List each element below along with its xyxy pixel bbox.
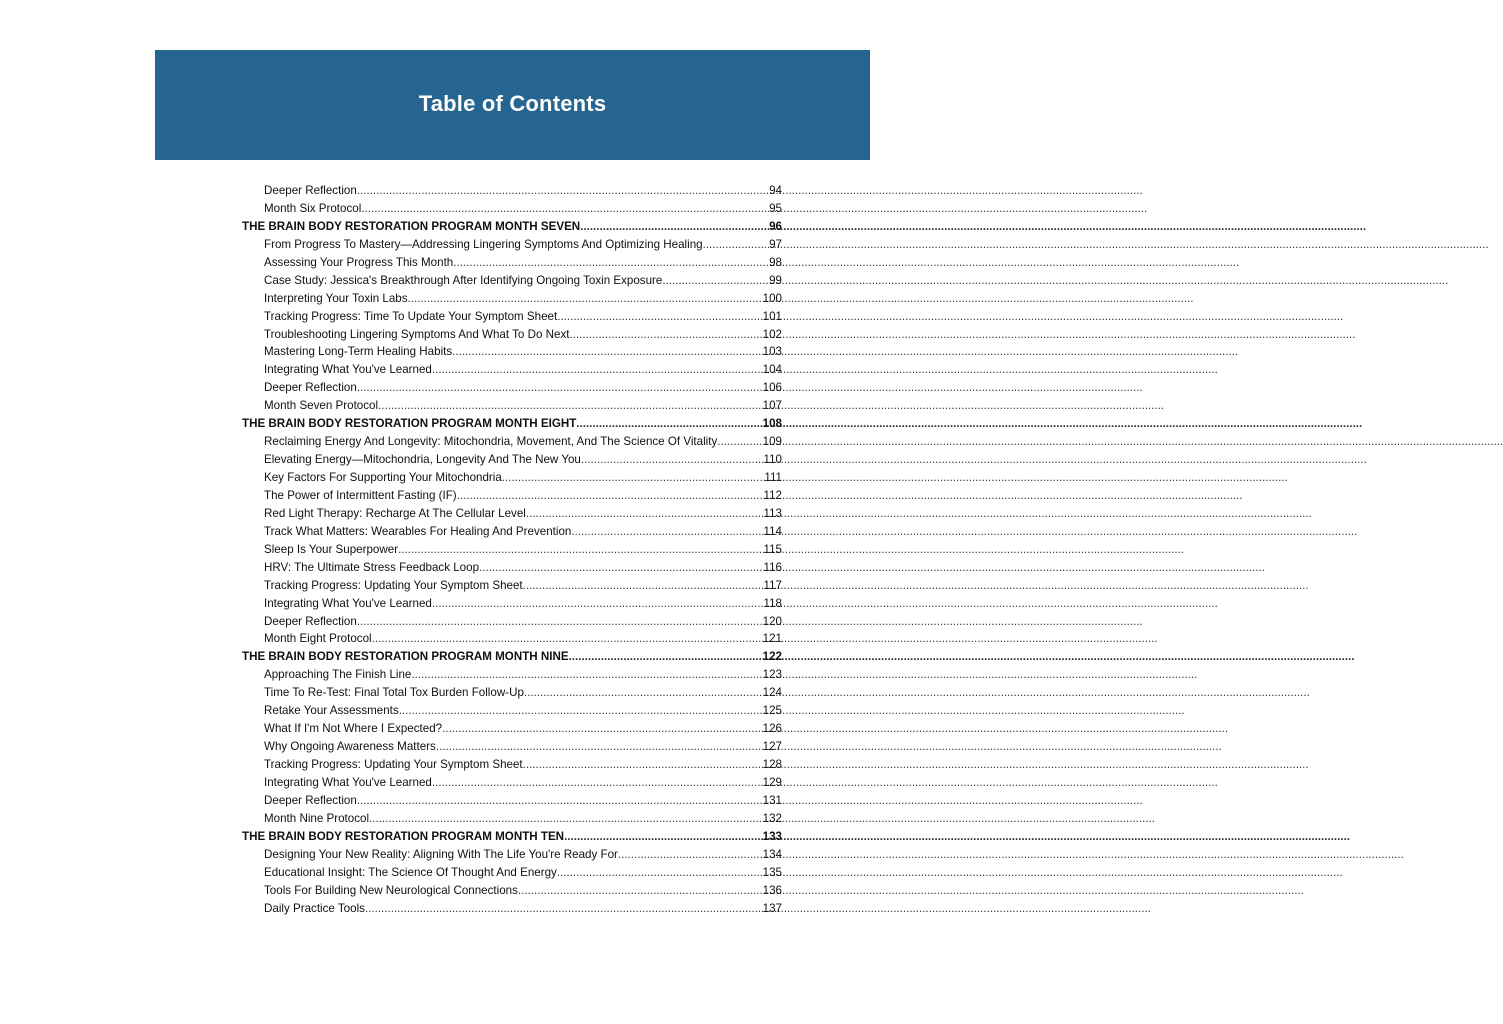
dot-leader: [452, 343, 761, 361]
table-of-contents: [242, 182, 782, 917]
dot-leader: [432, 595, 763, 613]
toc-entry-title: The Power of Intermittent Fasting (IF): [264, 488, 457, 502]
toc-entry-title: Track What Matters: Wearables For Healing And Prevention: [264, 524, 572, 538]
toc-page-number: 122: [762, 650, 782, 664]
toc-entry-title: Tools For Building New Neurological Connections: [264, 883, 518, 897]
toc-entry-title: Troubleshooting Lingering Symptoms And What To Do Next: [264, 327, 570, 341]
toc-entry-title: Approaching The Finish Line: [264, 668, 412, 682]
toc-page-number: 106: [762, 381, 782, 395]
toc-entry-title: Red Light Therapy: Recharge At The Cellular Level: [264, 506, 526, 520]
toc-entry-title: From Progress To Mastery—Addressing Lingering Symptoms And Optimizing Healing: [264, 237, 703, 251]
dot-leader: [457, 487, 763, 505]
toc-entry-title: THE BRAIN BODY RESTORATION PROGRAM MONTH EIGHT: [242, 417, 577, 431]
dot-leader: [453, 254, 768, 272]
toc-entry-title: Educational Insight: The Science Of Thought And Energy: [264, 865, 557, 879]
toc-entry-title: Month Six Protocol: [264, 201, 362, 215]
toc-page-number: 136: [762, 883, 782, 897]
dot-leader: [557, 864, 762, 882]
toc-entry-title: What If I'm Not Where I Expected?: [264, 722, 443, 736]
toc-entry: [242, 756, 782, 774]
toc-entry: [242, 200, 782, 218]
dot-leader: [662, 272, 768, 290]
toc-entry: [242, 541, 782, 559]
toc-entry-title: Month Eight Protocol: [264, 632, 372, 646]
toc-page-number: 129: [762, 775, 782, 789]
toc-entry: [242, 666, 782, 684]
title-banner: [155, 50, 870, 160]
dot-leader: [357, 613, 762, 631]
toc-entry: [242, 469, 782, 487]
toc-entry-title: Daily Practice Tools: [264, 901, 365, 915]
toc-page-number: 104: [762, 363, 782, 377]
dot-leader: [361, 200, 768, 218]
toc-entry: [242, 684, 782, 702]
toc-entry-title: Tracking Progress: Updating Your Symptom Sheet: [264, 578, 523, 592]
toc-entry-title: Month Seven Protocol: [264, 399, 379, 413]
toc-page-number: 99: [769, 273, 782, 287]
toc-entry: [242, 882, 782, 900]
toc-entry-title: Retake Your Assessments: [264, 704, 399, 718]
toc-entry-title: Designing Your New Reality: Aligning With The Life You're Ready For: [264, 847, 618, 861]
toc-page-number: 111: [764, 471, 782, 484]
toc-entry-title: Time To Re-Test: Final Total Tox Burden Follow-Up: [264, 686, 524, 700]
toc-entry: [242, 720, 782, 738]
toc-page-number: 94: [769, 184, 782, 197]
toc-entry-title: Case Study: Jessica's Breakthrough After Identifying Ongoing Toxin Exposure: [264, 273, 663, 287]
toc-page-number: 132: [762, 811, 782, 825]
toc-entry-title: THE BRAIN BODY RESTORATION PROGRAM MONTH NINE: [242, 650, 569, 664]
toc-entry: [242, 451, 782, 469]
toc-entry: [242, 308, 782, 326]
toc-entry: [242, 559, 782, 577]
toc-page-number: 101: [762, 309, 782, 323]
toc-entry: [242, 577, 782, 595]
dot-leader: [571, 523, 762, 541]
toc-page-number: 95: [769, 201, 782, 215]
toc-page-number: 100: [762, 291, 782, 305]
toc-entry-title: Sleep Is Your Superpower: [264, 542, 399, 556]
toc-entry-title: THE BRAIN BODY RESTORATION PROGRAM MONTH SEVEN: [242, 219, 581, 233]
dot-leader: [526, 505, 763, 523]
dot-leader: [581, 451, 763, 469]
toc-entry: [242, 272, 782, 290]
toc-entry: [242, 433, 782, 451]
dot-leader: [569, 648, 762, 666]
dot-leader: [717, 433, 761, 451]
dot-leader: [357, 379, 762, 397]
dot-leader: [365, 900, 762, 918]
toc-page-number: 135: [762, 865, 782, 879]
toc-section-heading: [242, 218, 782, 236]
toc-page-number: 123: [762, 668, 782, 682]
dot-leader: [502, 469, 764, 487]
dot-leader: [432, 774, 762, 792]
toc-entry-title: Deeper Reflection: [264, 793, 357, 807]
toc-page-number: 103: [762, 345, 782, 359]
toc-section-heading: [242, 415, 782, 433]
dot-leader: [369, 810, 762, 828]
dot-leader: [523, 577, 763, 595]
dot-leader: [378, 397, 762, 415]
dot-leader: [557, 308, 761, 326]
toc-entry: [242, 774, 782, 792]
toc-entry: [242, 379, 782, 397]
toc-entry-title: Deeper Reflection: [264, 184, 357, 197]
toc-page-number: 128: [762, 758, 782, 771]
toc-entry-title: Why Ongoing Awareness Matters: [264, 740, 436, 754]
dot-leader: [564, 828, 762, 846]
toc-entry-title: HRV: The Ultimate Stress Feedback Loop: [264, 560, 480, 574]
toc-page-number: 121: [762, 632, 782, 646]
toc-entry: [242, 326, 782, 344]
toc-page-number: 137: [762, 901, 782, 915]
toc-page-number: 114: [763, 524, 782, 538]
toc-entry: [242, 595, 782, 613]
page-title: Table of Contents: [418, 91, 607, 116]
toc-page-number: 110: [763, 453, 782, 467]
toc-page-number: 117: [763, 578, 782, 592]
toc-page-number: 115: [763, 542, 782, 556]
toc-entry: [242, 236, 782, 254]
dot-leader: [432, 361, 762, 379]
toc-entry: [242, 613, 782, 631]
toc-entry: [242, 290, 782, 308]
toc-entry-title: Mastering Long-Term Healing Habits: [264, 345, 453, 359]
toc-page-number: 126: [762, 722, 782, 736]
toc-page-number: 118: [763, 596, 782, 610]
toc-entry: [242, 900, 782, 918]
dot-leader: [408, 290, 762, 308]
toc-entry: [242, 397, 782, 415]
dot-leader: [442, 720, 762, 738]
toc-entry: [242, 630, 782, 648]
dot-leader: [523, 756, 762, 774]
toc-page-number: 113: [763, 506, 782, 520]
dot-leader: [479, 559, 762, 577]
dot-leader: [518, 882, 762, 900]
toc-entry-title: Key Factors For Supporting Your Mitochondria: [264, 471, 502, 484]
toc-page-number: 131: [762, 793, 782, 807]
toc-page-number: 127: [762, 740, 782, 754]
dot-leader: [372, 630, 762, 648]
toc-entry: [242, 738, 782, 756]
dot-leader: [569, 326, 761, 344]
dot-leader: [703, 236, 768, 254]
toc-entry: [242, 505, 782, 523]
toc-entry-title: Reclaiming Energy And Longevity: Mitochondria, Movement, And The Science Of Vitality: [264, 435, 718, 449]
toc-page-number: 98: [769, 255, 782, 269]
dot-leader: [576, 415, 761, 433]
dot-leader: [357, 182, 768, 200]
toc-page-number: 124: [762, 686, 782, 700]
toc-page-number: 120: [762, 614, 782, 628]
dot-leader: [411, 666, 761, 684]
toc-entry: [242, 846, 782, 864]
toc-entry: [242, 254, 782, 272]
dot-leader: [357, 792, 762, 810]
toc-page-number: 107: [762, 399, 782, 413]
toc-entry-title: Deeper Reflection: [264, 614, 357, 628]
toc-entry-title: Integrating What You've Learned: [264, 596, 432, 610]
toc-page-number: 102: [762, 327, 782, 341]
toc-entry-title: Deeper Reflection: [264, 381, 357, 395]
toc-entry-title: Month Nine Protocol: [264, 811, 370, 825]
toc-page-number: 97: [769, 237, 782, 251]
toc-entry: [242, 702, 782, 720]
toc-page-number: 109: [762, 435, 782, 449]
toc-entry: [242, 810, 782, 828]
dot-leader: [524, 684, 762, 702]
toc-entry-title: Tracking Progress: Updating Your Symptom Sheet: [264, 758, 523, 771]
toc-section-heading: [242, 828, 782, 846]
toc-entry: [242, 523, 782, 541]
toc-page-number: 116: [763, 560, 782, 574]
toc-entry: [242, 864, 782, 882]
toc-page-number: 96: [769, 219, 782, 233]
toc-page-number: 134: [762, 847, 782, 861]
toc-section-heading: [242, 648, 782, 666]
dot-leader: [398, 541, 762, 559]
toc-entry: [242, 487, 782, 505]
toc-page-number: 125: [762, 704, 782, 718]
toc-entry-title: Tracking Progress: Time To Update Your Symptom Sheet: [264, 309, 558, 323]
dot-leader: [436, 738, 762, 756]
toc-entry-title: Assessing Your Progress This Month: [264, 255, 454, 269]
toc-entry-title: Integrating What You've Learned: [264, 775, 432, 789]
toc-entry-title: Interpreting Your Toxin Labs: [264, 291, 408, 305]
toc-page-number: 112: [763, 488, 782, 502]
toc-entry: [242, 361, 782, 379]
toc-entry-title: Integrating What You've Learned: [264, 363, 432, 377]
toc-page-number: 108: [762, 417, 782, 431]
toc-entry: [242, 182, 782, 200]
dot-leader: [618, 846, 762, 864]
toc-entry-title: THE BRAIN BODY RESTORATION PROGRAM MONTH TEN: [242, 829, 565, 843]
toc-entry-title: Elevating Energy—Mitochondria, Longevity And The New You: [264, 453, 581, 467]
toc-entry: [242, 792, 782, 810]
dot-leader: [399, 702, 762, 720]
dot-leader: [580, 218, 768, 236]
toc-entry: [242, 343, 782, 361]
toc-page-number: 133: [762, 829, 782, 843]
